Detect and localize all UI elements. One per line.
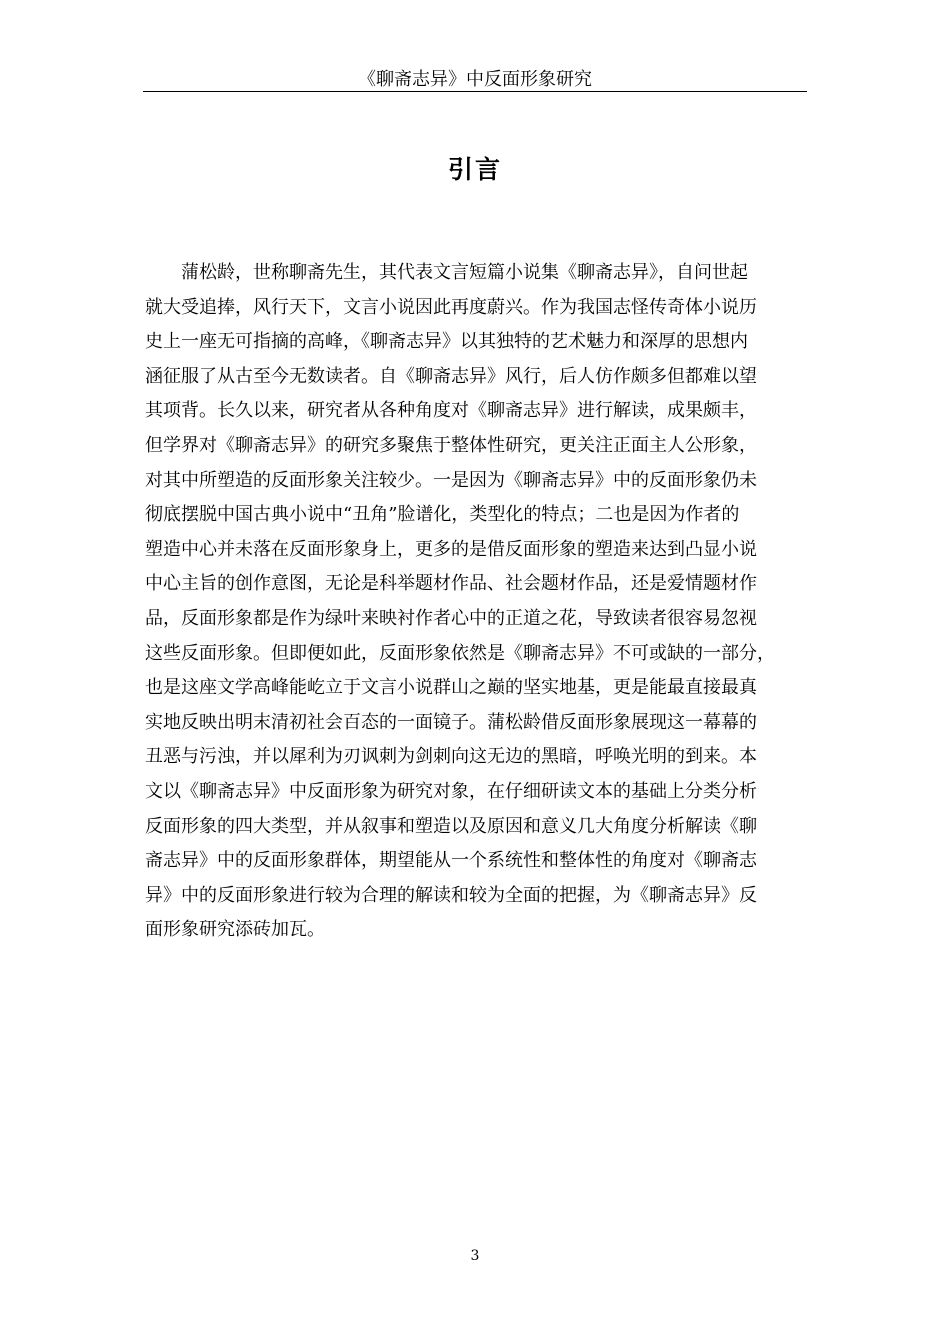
paragraph-line: 蒲松龄，世称聊斋先生，其代表文言短篇小说集《聊斋志异》，自问世起 <box>181 262 748 283</box>
paragraph-line: 就大受追捧，风行天下，文言小说因此再度蔚兴。作为我国志怪传奇体小说历 <box>145 296 757 318</box>
paragraph-line: 但学界对《聊斋志异》的研究多聚焦于整体性研究，更关注正面主人公形象， <box>145 434 757 456</box>
paragraph-line: 实地反映出明末清初社会百态的一面镜子。蒲松龄借反面形象展现这一幕幕的 <box>145 711 757 733</box>
header-rule <box>143 91 807 92</box>
running-header: 《聊斋志异》中反面形象研究 <box>358 69 592 90</box>
paragraph-line: 彻底摆脱中国古典小说中“丑角”脸谱化，类型化的特点；二也是因为作者的 <box>145 504 740 526</box>
paragraph-line: 对其中所塑造的反面形象关注较少。一是因为《聊斋志异》中的反面形象仍未 <box>145 469 757 491</box>
paragraph-line: 塑造中心并未落在反面形象身上，更多的是借反面形象的塑造来达到凸显小说 <box>145 538 757 560</box>
paragraph-line: 丑恶与污浊，并以犀利为刃讽刺为剑刺向这无边的黑暗，呼唤光明的到来。本 <box>145 746 757 768</box>
paragraph-line: 异》中的反面形象进行较为合理的解读和较为全面的把握，为《聊斋志异》反 <box>145 884 757 906</box>
paragraph-line: 中心主旨的创作意图，无论是科举题材作品、社会题材作品，还是爱情题材作 <box>145 573 757 595</box>
paragraph-line: 也是这座文学高峰能屹立于文言小说群山之巅的坚实地基，更是能最直接最真 <box>145 677 757 699</box>
page-number: 3 <box>470 1248 480 1264</box>
paragraph-line: 涵征服了从古至今无数读者。自《聊斋志异》风行，后人仿作颇多但都难以望 <box>145 365 757 387</box>
paragraph-line: 面形象研究添砖加瓦。 <box>145 919 325 941</box>
paragraph-line: 品，反面形象都是作为绿叶来映衬作者心中的正道之花，导致读者很容易忽视 <box>145 607 757 629</box>
paragraph-line: 其项背。长久以来，研究者从各种角度对《聊斋志异》进行解读，成果颇丰， <box>145 400 757 422</box>
paragraph-line: 文以《聊斋志异》中反面形象为研究对象，在仔细研读文本的基础上分类分析 <box>145 780 757 802</box>
page-title: 引言 <box>447 155 502 184</box>
intro-paragraph <box>145 256 809 948</box>
paragraph-line: 反面形象的四大类型，并从叙事和塑造以及原因和意义几大角度分析解读《聊 <box>145 815 757 837</box>
paragraph-line: 这些反面形象。但即便如此，反面形象依然是《聊斋志异》不可或缺的一部分， <box>145 642 775 664</box>
paragraph-line: 斋志异》中的反面形象群体，期望能从一个系统性和整体性的角度对《聊斋志 <box>145 850 757 872</box>
paragraph-line: 史上一座无可指摘的高峰，《聊斋志异》以其独特的艺术魅力和深厚的思想内 <box>145 331 748 353</box>
